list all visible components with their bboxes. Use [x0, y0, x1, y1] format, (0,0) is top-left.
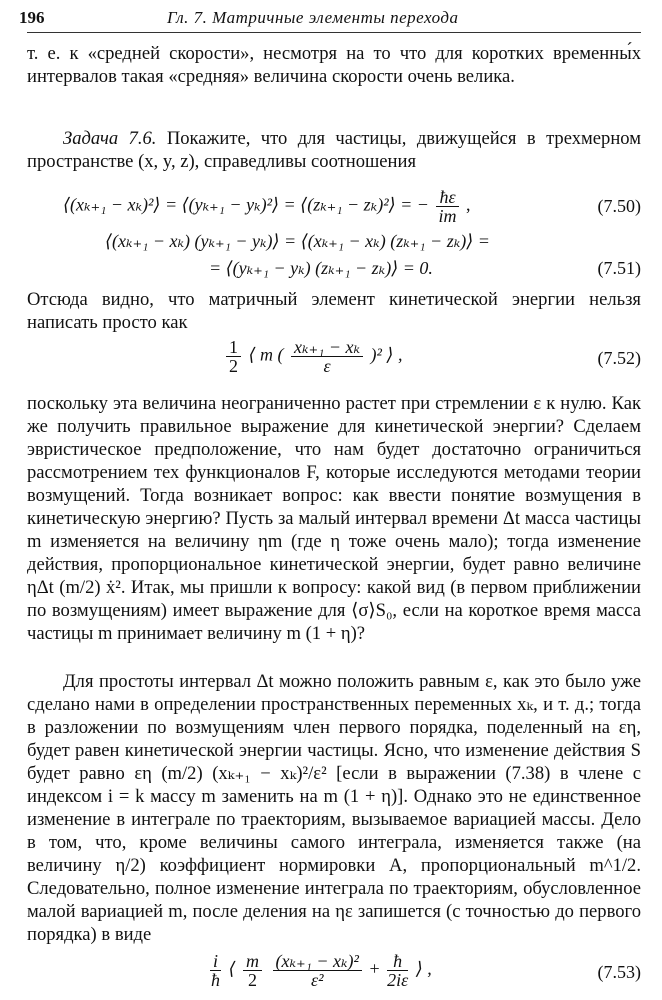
eq-7-53-hbar-fraction [387, 952, 408, 989]
equation-7-51-line-1 [27, 231, 641, 261]
paragraph-5 [27, 670, 641, 946]
eq-7-53-hbar-num: ħ [387, 952, 408, 971]
eq-7-50-fraction [436, 188, 458, 225]
eq-7-50-numerator: ħε [436, 188, 458, 207]
paragraph-1 [27, 42, 641, 88]
eq-7-52-half-num: 1 [226, 338, 241, 357]
eq-7-53-numerator: (xₖ₊₁ − xₖ)² [273, 952, 362, 971]
eq-7-50-denominator: im [438, 206, 457, 226]
equation-7-51-line-2 [27, 258, 641, 288]
paragraph-3 [27, 288, 641, 334]
eq-7-52-half-den: 2 [229, 356, 238, 376]
problem-text: Покажите, что для частицы, движущейся в трехмерном пространстве (x, y, z), справедливы соотношения [27, 128, 641, 172]
eq-7-53-plus: + [369, 958, 380, 979]
paragraph-5-text: Для простоты интервал Δt можно положить равным ε, как это было уже сделано нами в определении пространственных переменных xₖ, и т. д.; тогда в разложении по возмущениям член первого порядка, поделенный на εη, будет равен кинетической энергии частицы. Ясно, что изменение действия S будет равно εη (m/2) (xₖ₊₁ − xₖ)²/ε² [если в выражении (7.38) в члене с индексом i = k массу m заменить на m (1 + η)]. Однако это не единственное изменение в интеграле по траекториям, вызываемое вариацией массы. Дело в том, что, кроме величины самого интеграла, изменяется также (на величину η/2) коэффициент нормировки A, пропорциональный m^1/2. Следовательно, полное изменение интеграла по траекториям, обусловленное малой вариацией m, после деления на ηε запишется (с точностью до первого порядка) в виде [27, 671, 641, 945]
eq-7-53-i: i [210, 952, 221, 971]
eq-7-53-hbar: ħ [211, 970, 220, 990]
eq-7-50-body: ⟨(xₖ₊₁ − xₖ)²⟩ = ⟨(yₖ₊₁ − yₖ)²⟩ = ⟨(zₖ₊₁ − zₖ)²⟩ = − [63, 194, 429, 215]
eq-7-52-open: ⟨ m ( [248, 344, 284, 365]
eq-7-52-numerator: xₖ₊₁ − xₖ [291, 338, 363, 357]
eq-7-51-first-line: ⟨(xₖ₊₁ − xₖ) (yₖ₊₁ − yₖ)⟩ = ⟨(xₖ₊₁ − xₖ) (zₖ₊₁ − zₖ)⟩ = [105, 231, 490, 251]
page-number: 196 [19, 8, 45, 27]
eq-7-51-label: (7.51) [597, 258, 641, 278]
equation-7-52 [27, 338, 641, 380]
eq-7-52-half [226, 338, 241, 375]
eq-7-53-i-over-hbar [210, 952, 221, 989]
book-page [19, 0, 641, 1000]
eq-7-53-m-over-2 [243, 952, 262, 989]
paragraph-2 [27, 127, 641, 173]
eq-7-53-close: ⟩ , [415, 958, 432, 979]
paragraph-1-text: т. е. к «средней скорости», несмотря на то что для коротких временны́х интервалов такая «средняя» величина скорости очень велика. [27, 43, 641, 87]
equation-7-50 [27, 187, 641, 226]
paragraph-3-text: Отсюда видно, что матричный элемент кинетической энергии нельзя написать просто как [27, 289, 641, 333]
paragraph-4 [27, 392, 641, 645]
eq-7-53-label: (7.53) [597, 962, 641, 982]
eq-7-53-fraction [273, 952, 362, 989]
eq-7-52-label: (7.52) [597, 348, 641, 368]
problem-label: Задача 7.6. [63, 128, 157, 149]
equation-7-53 [27, 952, 641, 996]
eq-7-53-denominator: ε² [311, 970, 324, 990]
eq-7-52-fraction [291, 338, 363, 375]
paragraph-4-text: поскольку эта величина неограниченно растет при стремлении ε к нулю. Как же получить правильное выражение для кинетической энергии? Сделаем эвристическое предположение, что нам будет достаточно ограничиться рассмотрением тех функционалов F, которые исследуются методами теории возмущений. Тогда возникает вопрос: как ввести понятие возмущения в кинетическую энергию? Пусть за малый интервал времени Δt масса частицы m изменяется на величину ηm (где η тоже очень мало); тогда изменение действия, пропорциональное кинетической энергии, будет равно величине ηΔt (m/2) ẋ². Итак, мы пришли к вопросу: какой вид (в первом приближении по возмущениям) имеет выражение для ⟨σ⟩S₀, если на короткое время масса частицы m принимает величину m (1 + η)? [27, 393, 641, 644]
eq-7-50-label: (7.50) [597, 196, 641, 216]
running-title: Гл. 7. Матричные элементы перехода [167, 8, 459, 27]
eq-7-51-second-line: = ⟨(yₖ₊₁ − yₖ) (zₖ₊₁ − zₖ)⟩ = 0. [209, 258, 433, 278]
eq-7-53-open: ⟨ [228, 958, 236, 979]
eq-7-53-two: 2 [248, 970, 258, 990]
eq-7-50-tail: , [466, 194, 471, 215]
page-header [19, 6, 641, 33]
eq-7-53-hbar-den: 2iε [387, 970, 409, 990]
eq-7-53-m: m [243, 952, 262, 971]
eq-7-52-close: )² ⟩ , [370, 344, 403, 365]
eq-7-52-denominator: ε [323, 356, 331, 376]
